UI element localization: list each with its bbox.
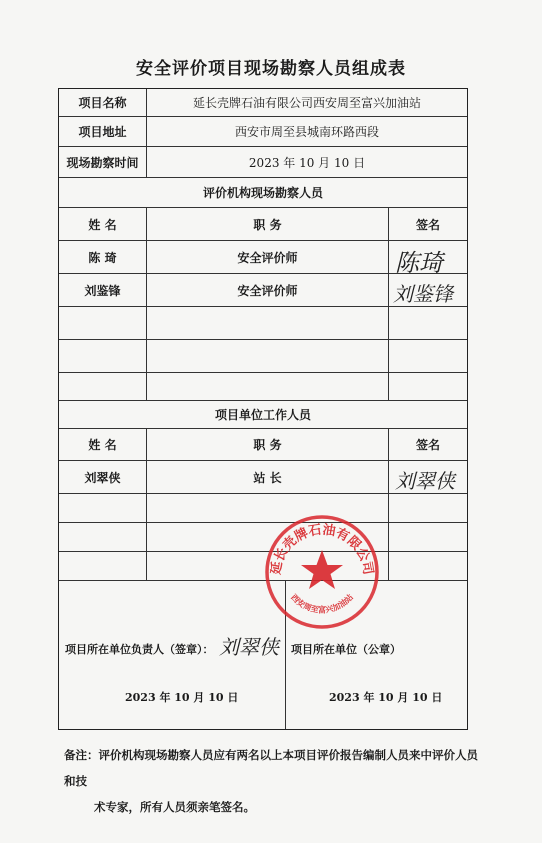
- survey-date-label: 现场勘察时间: [59, 147, 147, 177]
- table-row: [59, 461, 467, 494]
- survey-date-value: 2023 年 10 月 10 日: [248, 155, 366, 170]
- handwritten-signature: 刘翠侠: [395, 469, 455, 493]
- handwritten-signature: 陈琦: [395, 249, 443, 277]
- remarks-note: [64, 742, 484, 820]
- project-name-label: 项目名称: [59, 89, 147, 116]
- unit-col-role: 职 务: [147, 429, 389, 460]
- agency-person-sign-cell: [389, 274, 467, 306]
- table-row: [59, 274, 467, 307]
- agency-person-sign-cell: [389, 241, 467, 277]
- unit-col-name: 姓 名: [59, 429, 147, 460]
- unit-section-heading: 项目单位工作人员: [214, 408, 311, 422]
- project-address-value: 西安市周至县城南环路西段: [234, 125, 379, 139]
- project-name-row: [59, 89, 467, 117]
- project-address-row: [59, 117, 467, 147]
- survey-personnel-form: [58, 88, 468, 730]
- agency-person-role: 安全评价师: [147, 274, 389, 306]
- agency-col-role: 职 务: [147, 208, 389, 240]
- table-row: [59, 340, 467, 373]
- project-name-value: 延长壳牌石油有限公司西安周至富兴加油站: [192, 96, 421, 110]
- agency-person-role: 安全评价师: [147, 241, 389, 273]
- unit-person-role: 站 长: [147, 461, 389, 493]
- unit-seal-label: 项目所在单位（公章）: [291, 643, 401, 656]
- table-row: [59, 241, 467, 277]
- unit-section-heading-row: [59, 401, 467, 429]
- table-row: [59, 373, 467, 401]
- official-seal: [262, 512, 382, 632]
- seal-star-icon: [301, 550, 343, 589]
- agency-person-name: 刘鉴锋: [59, 274, 147, 306]
- agency-col-sign: 签名: [415, 217, 440, 232]
- agency-section-heading: 评价机构现场勘察人员: [202, 186, 323, 200]
- unit-seal-date: 2023 年 10 月 10 日: [329, 691, 443, 704]
- seal-text-bottom: 西安周至富兴加油站: [289, 592, 355, 615]
- unit-person-sign-cell: [389, 461, 467, 493]
- page-title: 安全评价项目现场勘察人员组成表: [136, 59, 406, 79]
- agency-col-name: 姓 名: [59, 208, 147, 240]
- project-address-label: 项目地址: [59, 117, 147, 146]
- handwritten-signature: 刘鉴锋: [393, 282, 453, 306]
- seal-text-top: 延长壳牌石油有限公司: [268, 522, 376, 576]
- remarks-line-1: 备注：评价机构现场勘察人员应有两名以上本项目评价报告编制人员来中评价人员和技: [64, 748, 478, 788]
- agency-section-heading-row: [59, 178, 467, 208]
- leader-sign-block: [59, 581, 286, 729]
- agency-person-name: 陈 琦: [59, 241, 147, 273]
- remarks-line-2: 术专家，所有人员须亲笔签名。: [94, 800, 255, 814]
- leader-sign-date: 2023 年 10 月 10 日: [125, 691, 239, 704]
- leader-handwritten-signature: 刘翠侠: [219, 635, 279, 659]
- agency-column-header-row: [59, 208, 467, 241]
- unit-column-header-row: [59, 429, 467, 461]
- survey-date-row: [59, 147, 467, 178]
- unit-col-sign: 签名: [415, 438, 440, 452]
- unit-person-name: 刘翠侠: [59, 461, 147, 493]
- table-row: [59, 307, 467, 340]
- leader-sign-label: 项目所在单位负责人（签章）：: [65, 643, 214, 656]
